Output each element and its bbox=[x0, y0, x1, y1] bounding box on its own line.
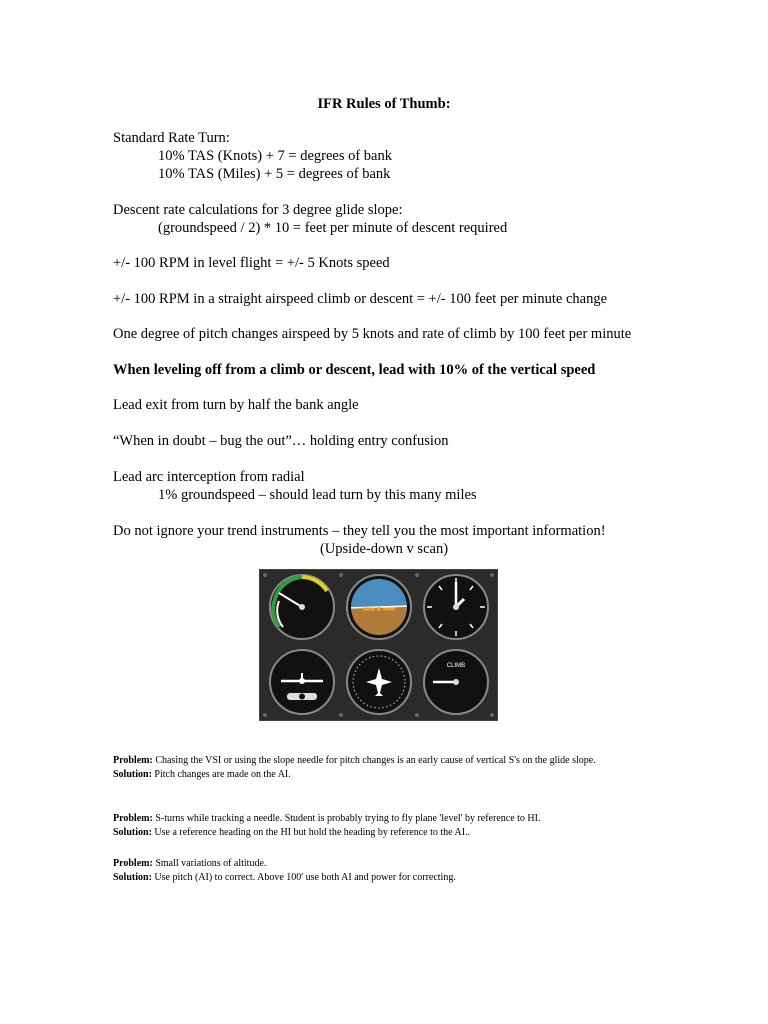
solution-text: Pitch changes are made on the AI. bbox=[151, 768, 291, 780]
problem-line-2 bbox=[113, 812, 653, 826]
pitch-rule: One degree of pitch changes airspeed by 5 knots and rate of climb by 100 feet per minute bbox=[113, 326, 632, 342]
solution-line-1 bbox=[113, 768, 653, 782]
standard-rate-heading: Standard Rate Turn: bbox=[113, 130, 230, 146]
vsi-climb-label: CLIMB bbox=[446, 663, 466, 669]
solution-label: Solution: bbox=[113, 826, 152, 838]
page-title: IFR Rules of Thumb: bbox=[317, 96, 451, 112]
solution-label: Solution: bbox=[113, 768, 152, 780]
instrument-panel-image bbox=[259, 569, 498, 721]
problem-line-3 bbox=[113, 857, 653, 871]
turn-coordinator-icon bbox=[270, 650, 334, 714]
problem-text: Small variations of altitude. bbox=[152, 858, 267, 869]
standard-rate-knots-rule: 10% TAS (Knots) + 7 = degrees of bank bbox=[158, 148, 392, 164]
trend-text: Do not ignore your trend instruments – they tell you the most important information! bbox=[113, 523, 606, 539]
standard-rate-miles-rule: 10% TAS (Miles) + 5 = degrees of bank bbox=[158, 166, 391, 182]
problem-line-1 bbox=[113, 754, 653, 768]
bug-out-rule: “When in doubt – bug the out”… holding entry confusion bbox=[113, 433, 449, 449]
descent-heading: Descent rate calculations for 3 degree glide slope: bbox=[113, 202, 403, 218]
solution-text: Use pitch (AI) to correct. Above 100' use both AI and power for correcting. bbox=[151, 871, 456, 883]
problem-block-2 bbox=[113, 812, 653, 839]
problem-label: Problem: bbox=[113, 813, 153, 824]
problem-text: Chasing the VSI or using the slope needle for pitch changes is an early cause of vertical S's on the glide slope. bbox=[152, 755, 596, 766]
leveling-rule: When leveling off from a climb or descent, lead with 10% of the vertical speed bbox=[113, 362, 596, 378]
problem-label: Problem: bbox=[113, 858, 153, 869]
rpm-level-rule: +/- 100 RPM in level flight = +/- 5 Knots speed bbox=[113, 255, 390, 271]
problem-block-1 bbox=[113, 754, 653, 781]
solution-line-3 bbox=[113, 871, 653, 885]
problem-label: Problem: bbox=[113, 755, 153, 766]
rpm-climb-rule: +/- 100 RPM in a straight airspeed climb or descent = +/- 100 feet per minute change bbox=[113, 291, 608, 307]
solution-line-2 bbox=[113, 826, 653, 840]
solution-label: Solution: bbox=[113, 871, 152, 883]
problem-block-3 bbox=[113, 857, 653, 884]
attitude-indicator-icon bbox=[347, 575, 411, 641]
airspeed-indicator-icon bbox=[270, 575, 334, 639]
descent-formula: (groundspeed / 2) * 10 = feet per minute of descent required bbox=[158, 220, 508, 236]
scan-note: (Upside-down v scan) bbox=[319, 541, 449, 557]
problem-text: S-turns while tracking a needle. Student is probably trying to fly plane 'level' by reference to HI. bbox=[152, 813, 541, 824]
vertical-speed-indicator-icon bbox=[424, 650, 488, 714]
solution-text: Use a reference heading on the HI but hold the heading by reference to the AI.. bbox=[151, 826, 471, 838]
arc-heading: Lead arc interception from radial bbox=[113, 469, 305, 485]
lead-exit-rule: Lead exit from turn by half the bank angle bbox=[113, 397, 359, 413]
arc-rule: 1% groundspeed – should lead turn by this many miles bbox=[158, 487, 477, 503]
altimeter-icon bbox=[424, 575, 488, 639]
heading-indicator-icon bbox=[347, 650, 411, 714]
